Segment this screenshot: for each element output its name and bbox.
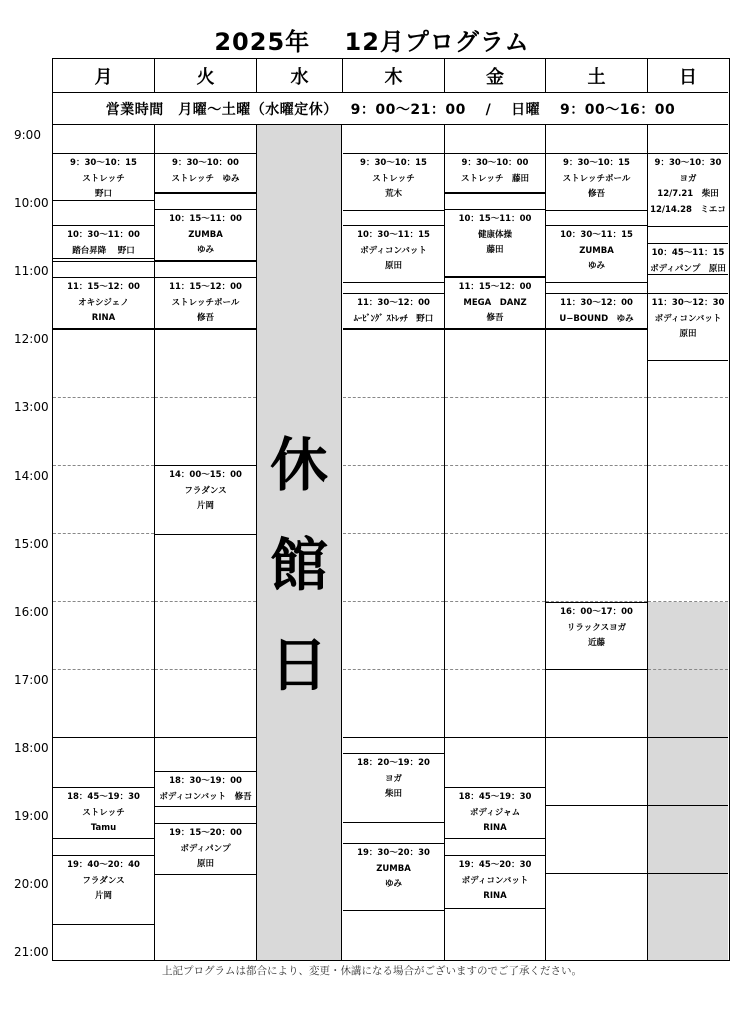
class-cell (155, 277, 256, 329)
class-detail: ゆみ (196, 245, 214, 255)
hour-line (53, 737, 154, 738)
class-cell (53, 277, 154, 329)
time-label: 19:00 (14, 809, 49, 823)
class-detail: U−BOUND ゆみ (559, 313, 634, 324)
class-detail: 藤田 (486, 245, 504, 255)
class-time: 11：30〜12：00 (357, 298, 430, 308)
class-time: 14：00〜15：00 (169, 470, 242, 480)
class-cell (155, 153, 256, 193)
class-time: 19：45〜20：30 (458, 860, 532, 870)
business-hours: 営業時間 月曜〜土曜（水曜定休） 9：00〜21：00 / 日曜 9：00〜16：00 (53, 93, 728, 125)
hour-line (546, 465, 647, 466)
time-label: 12:00 (14, 332, 49, 347)
class-detail: ストレッチポール (562, 173, 631, 184)
class-detail: フラダンス (184, 485, 227, 496)
class-detail: 原田 (196, 859, 214, 869)
hour-line (648, 601, 728, 602)
class-detail: ボディコンバット (360, 245, 427, 256)
class-detail: ストレッチ (82, 173, 125, 184)
class-cell (155, 823, 256, 875)
hour-line (53, 669, 154, 670)
class-detail: リラックスヨガ (566, 622, 627, 633)
class-time: 11：15〜12：00 (169, 282, 242, 292)
class-detail: ヨガ (679, 173, 697, 184)
class-detail: ストレッチ 藤田 (461, 173, 529, 184)
class-detail: オキシジェノ (78, 297, 129, 308)
class-cell (546, 153, 647, 211)
hour-line (53, 465, 154, 466)
class-detail: ボディパンプ 原田 (650, 263, 726, 274)
class-cell (343, 753, 444, 823)
class-detail: ボディコンバット 修吾 (159, 791, 252, 802)
hour-line (445, 737, 545, 738)
hour-line (648, 669, 728, 670)
class-time: 18：20〜19：20 (357, 758, 430, 768)
class-detail: ゆみ (587, 261, 605, 271)
hour-line (546, 805, 647, 806)
time-label: 9:00 (14, 128, 41, 142)
class-cell (546, 602, 647, 670)
class-detail: 原田 (679, 329, 697, 339)
class-cell (343, 293, 444, 329)
class-detail: ヨガ (384, 773, 402, 784)
hour-line (546, 737, 647, 738)
hour-line (155, 669, 256, 670)
class-cell (445, 787, 545, 839)
class-detail: 健康体操 (477, 229, 512, 240)
closed-char: 館 (269, 531, 328, 599)
class-detail: ストレッチポール (171, 297, 240, 308)
hour-line (445, 601, 545, 602)
class-cell (53, 225, 154, 259)
column-sat (546, 125, 648, 960)
class-time: 19：15〜20：00 (169, 828, 242, 838)
class-detail: 片岡 (196, 501, 214, 511)
column-thu (343, 125, 445, 960)
hour-line (155, 601, 256, 602)
hour-line (53, 397, 154, 398)
class-time: 10：30〜11：15 (357, 230, 430, 240)
day-header-tue: 火 (155, 59, 257, 93)
class-cell (53, 787, 154, 839)
time-label: 10:00 (14, 196, 49, 211)
class-detail: 原田 (384, 261, 402, 271)
class-detail: 修吾 (196, 313, 214, 323)
page-title: 2025年 12月プログラム (214, 28, 530, 56)
class-time: 10：15〜11：00 (458, 214, 532, 224)
hour-line (546, 533, 647, 534)
hour-line (155, 397, 256, 398)
hour-line (343, 737, 444, 738)
class-cell (155, 209, 256, 261)
class-time: 11：15〜12：00 (458, 282, 532, 292)
hour-line (343, 397, 444, 398)
footer-note: 上記プログラムは都合により、変更・休講になる場合がございますのでご了承ください。 (162, 965, 582, 977)
class-cell (445, 153, 545, 193)
time-label: 11:00 (14, 264, 49, 279)
hour-line (648, 533, 728, 534)
class-detail: ボディジャム (469, 807, 521, 818)
class-cell (155, 771, 256, 807)
class-detail: フラダンス (82, 875, 125, 886)
hour-line (445, 193, 545, 194)
time-label: 13:00 (14, 400, 49, 415)
hour-line (648, 805, 728, 806)
time-label: 20:00 (14, 877, 49, 892)
hour-line (648, 873, 728, 874)
class-cell (546, 293, 647, 329)
class-detail: RINA (483, 823, 507, 833)
hour-line (343, 601, 444, 602)
class-time: 9：30〜10：15 (563, 158, 630, 168)
class-time: 9：30〜10：15 (360, 158, 427, 168)
hour-line (546, 873, 647, 874)
class-time: 18：30〜19：00 (169, 776, 242, 786)
closed-day-text (257, 415, 341, 715)
class-detail: ゆみ (384, 879, 402, 889)
class-time: 9：30〜10：30 (654, 158, 722, 168)
class-cell (53, 153, 154, 201)
hour-line (445, 329, 545, 330)
class-cell (155, 465, 256, 535)
time-label: 15:00 (14, 536, 49, 551)
hour-line (445, 397, 545, 398)
hour-line (343, 465, 444, 466)
hour-line (343, 669, 444, 670)
day-header-mon: 月 (53, 59, 155, 93)
schedule-grid (52, 58, 730, 961)
class-detail: RINA (91, 313, 116, 323)
hour-line (445, 533, 545, 534)
hour-line (445, 465, 545, 466)
day-header-sun: 日 (648, 59, 728, 93)
class-cell (343, 153, 444, 211)
day-header-thu: 木 (343, 59, 445, 93)
class-detail: 野口 (94, 189, 112, 199)
day-header-wed: 水 (257, 59, 343, 93)
column-tue (155, 125, 257, 960)
class-time: 10：45〜11：15 (651, 248, 725, 258)
class-detail: ZUMBA (188, 229, 223, 240)
hour-line (546, 329, 647, 330)
day-header-sat: 土 (546, 59, 648, 93)
class-detail: ﾑｰﾋﾞﾝｸﾞ ｽﾄﾚｯﾁ 野口 (353, 313, 434, 324)
class-detail: 近藤 (587, 638, 605, 648)
class-detail: ボディパンプ (180, 843, 231, 854)
class-detail: 荒木 (384, 189, 402, 199)
hour-line (155, 329, 256, 330)
class-detail: ボディコンバット (461, 875, 529, 886)
class-detail: 柴田 (384, 789, 402, 799)
class-cell (343, 843, 444, 911)
day-header-fri: 金 (445, 59, 546, 93)
column-fri (445, 125, 546, 960)
hour-line (53, 261, 154, 262)
class-cell (445, 277, 545, 329)
column-mon (53, 125, 155, 960)
hour-line (343, 533, 444, 534)
class-cell (445, 209, 545, 277)
class-time: 19：40〜20：40 (67, 860, 140, 870)
class-time: 11：15〜12：00 (67, 282, 140, 292)
class-cell (546, 225, 647, 283)
class-time: 16：00〜17：00 (560, 607, 633, 617)
time-label: 16:00 (14, 604, 49, 619)
time-label: 14:00 (14, 468, 49, 483)
time-label: 18:00 (14, 740, 49, 755)
closed-day-column (256, 125, 342, 960)
hour-line (155, 193, 256, 194)
hour-line (155, 261, 256, 262)
hour-line (155, 737, 256, 738)
column-sun (648, 125, 728, 960)
class-detail: ストレッチ (82, 807, 125, 818)
class-time: 9：30〜10：00 (461, 158, 529, 168)
class-time: 10：30〜11：00 (67, 230, 140, 240)
class-detail: 修吾 (486, 313, 504, 323)
hour-line (53, 329, 154, 330)
class-detail: Tamu (90, 823, 117, 833)
class-detail: 修吾 (587, 189, 605, 199)
closed-char: 日 (269, 631, 328, 699)
class-detail: MEGA DANZ (463, 297, 527, 308)
class-time: 10：30〜11：15 (560, 230, 633, 240)
class-detail: 片岡 (94, 891, 112, 901)
hour-line (648, 465, 728, 466)
class-time: 18：45〜19：30 (458, 792, 532, 802)
hour-line (648, 737, 728, 738)
class-detail: ZUMBA (579, 245, 614, 256)
class-time: 9：30〜10：00 (172, 158, 239, 168)
hour-line (546, 397, 647, 398)
class-cell (648, 293, 728, 361)
class-time: 11：30〜12：00 (560, 298, 633, 308)
class-detail: 12/14.28 ミエコ (650, 204, 726, 215)
class-time: 10：15〜11：00 (169, 214, 242, 224)
closed-char: 休 (269, 431, 328, 499)
class-cell (648, 243, 728, 275)
hour-line (343, 329, 444, 330)
class-detail: ボディコンバット (654, 313, 722, 324)
class-time: 9：30〜10：15 (70, 158, 137, 168)
class-detail: RINA (483, 891, 507, 901)
class-cell (648, 153, 728, 227)
time-label: 17:00 (14, 672, 49, 687)
hour-line (445, 669, 545, 670)
hour-line (53, 533, 154, 534)
class-time: 11：30〜12：30 (651, 298, 725, 308)
sunday-closed-block (648, 602, 728, 960)
time-label: 21:00 (14, 945, 49, 960)
class-cell (343, 225, 444, 283)
class-detail: ZUMBA (376, 863, 411, 874)
class-time: 19：30〜20：30 (357, 848, 430, 858)
class-detail: ストレッチ ゆみ (171, 173, 240, 184)
hour-line (53, 601, 154, 602)
hour-line (648, 397, 728, 398)
class-cell (445, 855, 545, 909)
class-detail: 踏台昇降 野口 (72, 245, 135, 256)
class-detail: 12/7.21 柴田 (657, 189, 719, 199)
class-cell (53, 855, 154, 925)
class-detail: ストレッチ (372, 173, 415, 184)
class-time: 18：45〜19：30 (67, 792, 140, 802)
